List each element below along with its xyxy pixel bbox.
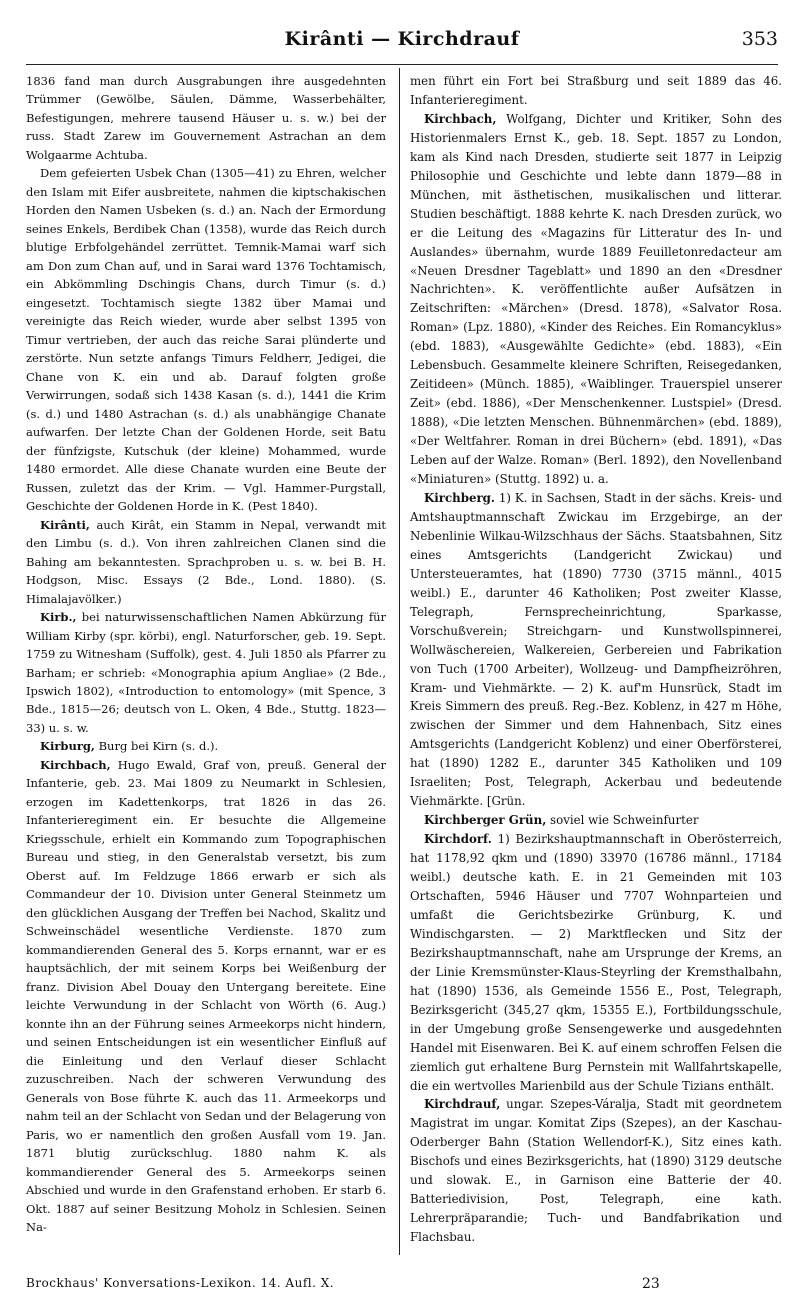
lemma: Kirchbach, [424, 111, 497, 126]
entry-kirchberg [410, 489, 782, 811]
lemma: Kirânti, [40, 517, 90, 532]
entry-kiranti [26, 516, 386, 608]
entry-text: 1) Bezirkshauptmannschaft in Oberösterreich, hat 1178,92 qkm und (1890) 33970 (16786 männl., 17184 weibl.) deutsche kath. E. in 21 Gemeinden mit 103 Ortschaften, 5946 Häuser und 7707 Wohnparteien und umfaßt die Gerichtsbezirke Grünburg, K. und Windischgarsten. — 2) Marktflecken und Sitz der Bezirkshauptmannschaft, nahe am Ursprunge der Krems, an der Linie Kremsmünster-Klaus-Steyrling der Kremsthalbahn, hat (1890) 1536, als Gemeinde 1556 E., Post, Telegraph, Bezirksgericht (345,27 qkm, 15355 E.), Fortbildungsschule, in der Umgebung große Sensengewerke und ausgedehnten Handel mit Eisenwaren. Bei K. auf einem schroffen Felsen die ziemlich gut erhaltene Burg Pernstein mit Wallfahrtskapelle, die ein wertvolles Marienbild aus der Schule Tizians enthält. [410, 832, 782, 1093]
entry-kirchdorf [410, 830, 782, 1095]
entry-text: Burg bei Kirn (s. d.). [94, 739, 219, 754]
lemma: Kirburg, [40, 739, 95, 754]
running-header [26, 28, 778, 58]
paragraph: Dem gefeierten Usbek Chan (1305—41) zu Ehren, welcher den Islam mit Eifer ausbreitete, nahmen die kiptschakischen Horden den Namen Usbeken (s. d.) an. Nach der Ermordung seines Enkels, Berdibek Chan (1358), wurde das Reich durch blutige Erbfolgehändel zerrüttet. Temnik-Mamai warf sich am Don zum Chan auf, und in Sarai ward 1376 Tochtamisch, ein Abkömmling Dschingis Chans, durch Timur (s. d.) eingesetzt. Tochtamisch siegte 1382 über Mamai und vereinigte das Reich wieder, wurde aber selbst 1395 von Timur vertrieben, der auch das reiche Sarai plünderte und zerstörte. Nun setzte anfangs Timurs Feldherr, Jedigei, die Chane von K. ein und ab. Darauf folgten große Verwirrungen, sodaß sich 1438 Kasan (s. d.), 1441 die Krim (s. d.) und 1480 Astrachan (s. d.) als unabhängige Chanate aufwarfen. Der letzte Chan der Goldenen Horde, seit Batu der fünfzigste, Kutschuk (der kleine) Mohammed, wurde 1480 ermordet. Alle diese Chanate wurden eine Beute der Russen, zuletzt das der Krim. — Vgl. Hammer-Purgstall, Geschichte der Goldenen Horde in K. (Pest 1840). [26, 166, 386, 514]
column-divider [399, 68, 400, 1255]
footer-signature: 23 [642, 1276, 660, 1292]
entry-kirchbach-hugo [26, 756, 386, 1237]
footer-imprint: Brockhaus' Konversations-Lexikon. 14. Aufl. X. [26, 1276, 335, 1290]
right-column [410, 72, 782, 1247]
paragraph: 1836 fand man durch Ausgrabungen ihre ausgedehnten Trümmer (Gewölbe, Säulen, Dämme, Wasserbehälter, Befestigungen, mehrere tausend Häuser u. s. w.) bei der russ. Stadt Zarew im Gouvernement Astrachan an dem Wolgaarme Achtuba. [26, 74, 386, 162]
lemma: Kirchdrauf, [424, 1097, 501, 1112]
left-column [26, 72, 386, 1237]
entry-text: 1) K. in Sachsen, Stadt in der sächs. Kreis- und Amtshauptmannschaft Zwickau im Erzgebirge, an der Nebenlinie Wilkau-Wilzschhaus der Sächs. Staatsbahnen, Sitz eines Amtsgerichts (Landgericht Zwickau) und Untersteueramtes, hat (1890) 7730 (3715 männl., 4015 weibl.) E., darunter 46 Katholiken; Post zweiter Klasse, Telegraph, Fernsprecheinrichtung, Sparkasse, Vorschußverein; Streichgarn- und Kunstwollspinnerei, Wollwäschereien, Walkereien, Gerbereien und Fabrikation von Tuch (1700 Arbeiter), Wollzeug- und Dampfheizröhren, Kram- und Viehmärkte. — 2) K. auf'm Hunsrück, Stadt im Kreis Simmern des preuß. Reg.-Bez. Koblenz, in 427 m Höhe, zwischen der Simmer und dem Hahnenbach, Sitz eines Amtsgerichts (Landgericht Koblenz) und einer Oberförsterei, hat (1890) 1282 E., darunter 345 Katholiken und 109 Israeliten; Post, Telegraph, Ackerbau und bedeutende Viehmärkte. [Grün. [410, 490, 782, 809]
entry-text: soviel wie Schweinfurter [546, 813, 699, 828]
lemma: Kirchdorf. [424, 832, 492, 847]
entry-kirchdrauf [410, 1095, 782, 1247]
header-title: Kirânti — Kirchdrauf [284, 28, 520, 50]
header-rule [26, 64, 778, 65]
entry-kirchberger-gruen [410, 811, 782, 830]
entry-text: Wolfgang, Dichter und Kritiker, Sohn des Historienmalers Ernst K., geb. 18. Sept. 1857 zu London, kam als Kind nach Dresden, studierte seit 1877 in Leipzig Philosophie und Geschichte und lebte dann 1879—88 in München, mit ästhetischen, musikalischen und litterar. Studien beschäftigt. 1888 kehrte K. nach Dresden zurück, wo er die Leitung des «Magazins für Litteratur des In- und Auslandes» übernahm, wurde 1889 Feuilletonredacteur am «Neuen Dresdner Tageblatt» und 1890 an den «Dresdner Nachrichten». K. veröffentlichte außer Aufsätzen in Zeitschriften: «Märchen» (Dresd. 1878), «Salvator Rosa. Roman» (Lpz. 1880), «Kinder des Reiches. Ein Romancyklus» (ebd. 1883), «Ausgewählte Gedichte» (ebd. 1883), «Ein Lebensbuch. Gesammelte kleinere Schriften, Reisegedanken, Zeitideen» (Münch. 1885), «Waiblinger. Trauerspiel unserer Zeit» (ebd. 1886), «Der Menschenkenner. Lustspiel» (Dresd. 1888), «Die letzten Menschen. Bühnenmärchen» (ebd. 1889), «Der Weltfahrer. Roman in drei Büchern» (ebd. 1891), «Das Leben auf der Walze. Roman» (Berl. 1892), den Novellenband «Miniaturen» (Stuttg. 1892) u. a. [410, 111, 782, 487]
lemma: Kirchberg. [424, 490, 496, 505]
lemma: Kirchbach, [40, 757, 111, 772]
entry-text: ungar. Szepes-Váralja, Stadt mit geordnetem Magistrat im ungar. Komitat Zips (Szepes), an der Kaschau-Oderberger Bahn (Station Wellendorf-K.), Sitz eines kath. Bischofs und eines Bezirksgerichts, hat (1890) 3129 deutsche und slowak. E., in Garnison eine Batterie der 40. Batteriedivision, Post, Telegraph, eine kath. Lehrerpräparandie; Tuch- und Bandfabrikation und Flachsbau. [410, 1097, 782, 1245]
entry-text: auch Kirât, ein Stamm in Nepal, verwandt mit den Limbu (s. d.). Von ihren zahlreichen Clanen sind die Bahing am bekanntesten. Sprachproben u. s. w. bei B. H. Hodgson, Misc. Essays (2 Bde., Lond. 1880). (S. Himalajavölker.) [26, 517, 386, 606]
paragraph: men führt ein Fort bei Straßburg und seit 1889 das 46. Infanterieregiment. [410, 74, 782, 107]
entry-kirb [26, 608, 386, 737]
page-number: 353 [741, 28, 778, 50]
lemma: Kirb., [40, 610, 77, 625]
entry-text: Hugo Ewald, Graf von, preuß. General der Infanterie, geb. 23. Mai 1809 zu Neumarkt in Schlesien, erzogen im Kadettenkorps, trat 1826 in das 26. Infanterieregiment ein. Er besuchte die Allgemeine Kriegsschule, erhielt ein Kommando zum Topographischen Bureau und stieg, in den Generalstab versetzt, bis zum Oberst auf. Im Feldzuge 1866 erwarb er sich als Commandeur der 10. Division unter General Steinmetz um den glücklichen Ausgang der Treffen bei Nachod, Skalitz und Schweinschädel wesentliche Verdienste. 1870 zum kommandierenden General des 5. Korps ernannt, war er es hauptsächlich, der mit seinem Korps bei Weißenburg der franz. Division Abel Douay den Untergang bereitete. Eine leichte Verwundung in der Schlacht von Wörth (6. Aug.) konnte ihn an der Führung seines Armeekorps nicht hindern, und seinen Entscheidungen ist ein wesentlicher Einfluß auf die Einleitung und den Verlauf dieser Schlacht zuzuschreiben. Nach der schweren Verwundung des Generals von Bose führte K. auch das 11. Armeekorps und nahm teil an der Schlacht von Sedan und der Belagerung von Paris, wo er namentlich den großen Ausfall vom 19. Jan. 1871 blutig zurückschlug. 1880 nahm K. als kommandierender General des 5. Armeekorps seinen Abschied und wurde in den Grafenstand erhoben. Er starb 6. Okt. 1887 auf seiner Besitzung Moholz in Schlesien. Seinen Na- [26, 757, 386, 1235]
entry-kirburg [26, 737, 386, 755]
lemma: Kirchberger Grün, [424, 813, 547, 828]
entry-text: bei naturwissenschaftlichen Namen Abkürzung für William Kirby (spr. körbi), engl. Naturforscher, geb. 19. Sept. 1759 zu Witnesham (Suffolk), gest. 4. Juli 1850 als Pfarrer zu Barham; er schrieb: «Monographia apium Angliae» (2 Bde., Ipswich 1802), «Introduction to entomology» (mit Spence, 3 Bde., 1815—26; deutsch von L. Oken, 4 Bde., Stuttg. 1823—33) u. s. w. [26, 610, 386, 735]
entry-kirchbach-wolfgang [410, 110, 782, 489]
